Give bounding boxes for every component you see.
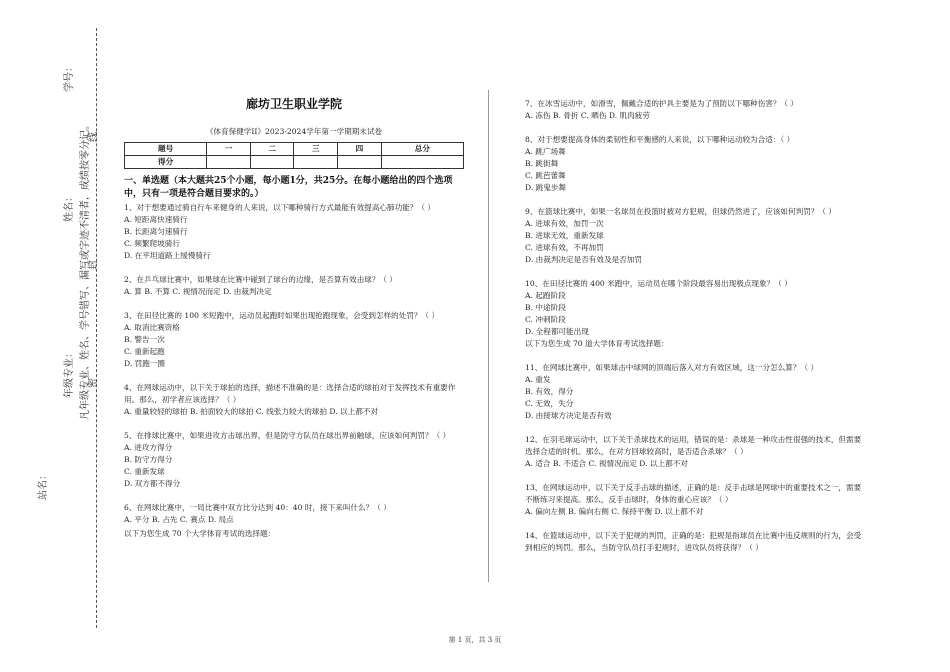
question-stem: 2、在乒乓球比赛中，如果球在比赛中碰到了球台的边缘，是否算有效击球？（ ） [124,275,398,284]
question-stem: 3、在田径比赛的 100 米短跑中，运动员起跑时如果出现抢跑现象，会受到怎样的处罚？（ ） [124,311,440,320]
seal-char-xian: 线 [88,132,99,142]
option: B. 防守方得分 [124,455,173,464]
column-divider [488,90,489,582]
question [525,98,865,122]
question-stem: 5、在排球比赛中，如果进攻方击球出界，但是防守方队员在球出界前触球，应该如何判罚？（ ） [124,431,451,440]
option-line: A. 冻伤 B. 骨折 C. 晒伤 D. 肌肉疲劳 [525,111,650,120]
score-cell[interactable] [338,156,382,169]
option: A. 进球有效，加罚一次 [525,219,604,228]
score-cell[interactable] [250,156,294,169]
option: B. 长距离匀速骑行 [124,227,188,236]
exam-title: 《体育保健学II》2023-2024学年第一学期期末试卷 [205,127,383,136]
score-cell[interactable] [207,156,251,169]
question [525,530,865,554]
option: B. 有效，得分 [525,387,574,396]
page-footer: 第 1 页，共 3 页 [448,636,502,644]
option: C. 进球有效，不再加罚 [525,243,604,252]
option: D. 双方都不得分 [124,479,181,488]
question-stem: 7、在冰雪运动中，如滑雪，佩戴合适的护具主要是为了预防以下哪种伤害？（ ） [525,99,799,108]
option: C. 冲刺阶段 [525,315,566,324]
label-zhanming: 站名： [38,470,49,500]
option: C. 重新发球 [124,467,165,476]
question-stem: 14、在篮球运动中，以下关于犯规的判罚，正确的是：犯规是指球员在比赛中违反规则的行为，会受到相应的判罚。那么，当防守队员打手犯规时，进攻队员将获得？（ ） [525,531,862,552]
question [124,430,464,490]
question [124,274,464,298]
option: D. 在平坦道路上缓慢骑行 [124,251,211,260]
score-table [124,142,464,169]
option: A. 重发 [525,375,551,384]
option: C. 无效，失分 [525,399,574,408]
option: A. 进攻方得分 [124,443,173,452]
option: D. 跳鬼步舞 [525,183,567,192]
option: A. 跳广场舞 [525,147,566,156]
label-xingming: 姓名： [64,192,75,222]
option: B. 警告一次 [124,335,165,344]
question-stem: 12、在羽毛球运动中，以下关于杀球技术的运用，错误的是：杀球是一种攻击性很强的技术，但需要选择合适的时机。那么，在对方回球较高时，是否适合杀球？（ ） [525,435,862,456]
option: B. 中途阶段 [525,303,566,312]
option-line: A. 偏向左侧 B. 偏向右侧 C. 保持平衡 D. 以上都不对 [525,507,704,516]
option: D. 由接球方决定是否有效 [525,411,612,420]
label-xuehao: 学号： [64,62,75,92]
question-stem: 10、在田径比赛的 400 米跑中，运动员在哪个阶段最容易出现极点现象？（ ） [525,279,792,288]
option: D. 全程都可能出现 [525,327,589,336]
option: A. 短距离快速骑行 [124,215,188,224]
question-stem: 6、在网球比赛中，一局比赛中双方比分达到 40：40 时，接下来叫什么？（ ） [124,503,391,512]
score-header: 二 [250,143,294,156]
question [124,382,464,418]
question-stem: 9、在篮球比赛中，如果一名球员在投篮时被对方犯规，但球仍然进了，应该如何判罚？（ ） [525,207,836,216]
dashed-cut-line [96,28,97,628]
option-line: A. 重量较轻的球拍 B. 拍面较大的球拍 C. 线张力较大的球拍 D. 以上都不对 [124,407,379,416]
question-stem: 4、在网球运动中，以下关于球拍的选择，描述不准确的是：选择合适的球拍对于发挥技术有重要作用。那么，初学者应该选择？（ ） [124,383,456,404]
option-line: A. 平分 B. 占先 C. 赛点 D. 局点 [124,515,234,524]
option: B. 跳街舞 [525,159,559,168]
option-line: A. 算 B. 不算 C. 视情况而定 D. 由裁判决定 [124,287,272,296]
binding-notice: 凡年级专业、姓名、学号错写、漏写或字迹不清者，成绩按零分记。 [80,120,91,420]
option: A. 取消比赛资格 [124,323,180,332]
option: D. 由裁判决定是否有效及是否加罚 [525,255,642,264]
question [525,278,865,338]
question-stem: 8、对于想要提高身体的柔韧性和平衡感的人来说，以下哪种运动较为合适：（ ） [525,135,795,144]
option-line: A. 适合 B. 不适合 C. 视情况而定 D. 以上都不对 [525,459,688,468]
option: C. 跳芭蕾舞 [525,171,566,180]
right-column [525,98,865,566]
binding-margin [0,0,110,672]
question [525,362,865,422]
score-header: 四 [338,143,382,156]
score-header: 一 [207,143,251,156]
option: D. 罚跑一圈 [124,359,166,368]
score-header: 总分 [381,143,463,156]
option: A. 起跑阶段 [525,291,566,300]
score-row-label: 得分 [125,156,207,169]
score-cell[interactable] [381,156,463,169]
generated-note: 以下为您生成 70 个大学体育考试的选择题： [124,529,276,538]
question [525,134,865,194]
section-title: 一、单选题（本大题共25个小题，每小题1分，共25分。在每小题给出的四个选项中，只有一项是符合题目要求的。） [124,176,453,199]
label-niandu: 年级专业： [64,348,75,398]
school-name: 廊坊卫生职业学院 [245,97,342,111]
seal-char-mi: 密 [88,378,99,388]
question [124,502,464,526]
left-column [124,98,464,552]
question [124,310,464,370]
question [525,482,865,518]
question-stem: 1、对于想要通过骑自行车来健身的人来说，以下哪种骑行方式最能有效提高心肺功能？（ ） [124,203,435,212]
question-stem: 11、在网球比赛中，如果球击中球网的顶端后落入对方有效区域，这一分怎么算？（ ） [525,363,819,372]
score-cell[interactable] [294,156,338,169]
score-header: 三 [294,143,338,156]
score-header: 题号 [125,143,207,156]
question [525,434,865,470]
option: C. 频繁爬坡骑行 [124,239,180,248]
question-stem: 13、在网球运动中，以下关于反手击球的描述，正确的是：反手击球是网球中的重要技术之一，需要不断练习来提高。那么，反手击球时，身体的重心应该？（ ） [525,483,862,504]
option: B. 进球无效，重新发球 [525,231,604,240]
seal-char-feng: 封 [88,260,99,270]
question [525,206,865,266]
question [124,202,464,262]
generated-note: 以下为您生成 70 道大学体育考试选择题： [525,339,669,348]
option: C. 重新起跑 [124,347,165,356]
